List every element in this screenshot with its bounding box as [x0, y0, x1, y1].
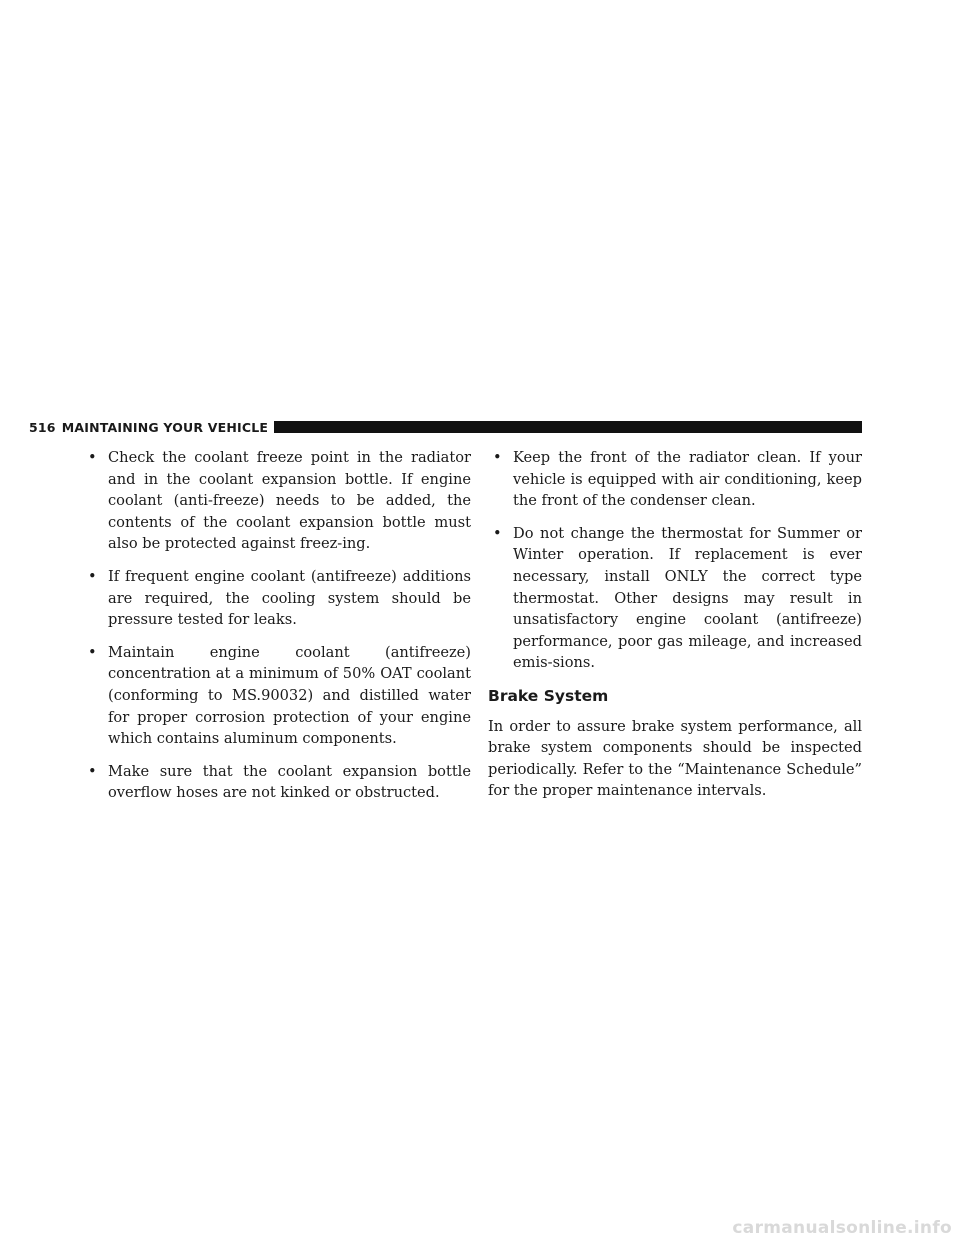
- bullet-text: Make sure that the coolant expansion bottle overflow hoses are not kinked or obstructed.: [108, 762, 471, 802]
- header-rule: [274, 421, 862, 433]
- bullet-icon: •: [493, 524, 502, 542]
- list-item: [488, 447, 862, 512]
- right-column: [488, 447, 862, 802]
- bullet-text: Keep the front of the radiator clean. If your vehicle is equipped with air conditioning, keep the front of the condenser clean.: [513, 449, 862, 510]
- watermark: carmanualsonline.info: [732, 1218, 952, 1238]
- list-item: [83, 447, 471, 555]
- bullet-text: Maintain engine coolant (antifreeze) concentration at a minimum of 50% OAT coolant (conforming to MS.90032) and distilled water for proper corrosion protection of your engine which contains aluminum components.: [108, 643, 471, 748]
- right-bullet-list: [488, 447, 862, 674]
- page-number: 516: [29, 419, 56, 435]
- list-item: [83, 761, 471, 804]
- list-item: [488, 523, 862, 674]
- left-bullet-list: [83, 447, 471, 804]
- list-item: [83, 566, 471, 631]
- bullet-icon: •: [88, 567, 97, 585]
- list-item: [83, 642, 471, 750]
- left-column: [83, 447, 471, 815]
- bullet-icon: •: [88, 449, 97, 466]
- page-header: [29, 418, 862, 436]
- bullet-text: If frequent engine coolant (antifreeze) additions are required, the cooling system should be pressure tested for leaks.: [108, 567, 471, 629]
- bullet-text: Do not change the thermostat for Summer or Winter operation. If replacement is ever necessary, install ONLY the correct type thermostat. Other designs may result in unsatisfactory engine coolant (antifreeze) performance, poor gas mileage, and increased emis-sions.: [513, 524, 862, 672]
- section-title: MAINTAINING YOUR VEHICLE: [61, 419, 269, 435]
- bullet-icon: •: [88, 643, 97, 661]
- bullet-icon: •: [88, 762, 97, 780]
- bullet-icon: •: [493, 449, 502, 466]
- brake-system-heading: Brake System: [488, 686, 609, 705]
- bullet-text: Check the coolant freeze point in the radiator and in the coolant expansion bottle. If engine coolant (anti-freeze) needs to be added, the contents of the coolant expansion bottle must also be protected against freez-ing.: [108, 449, 471, 553]
- brake-system-paragraph: In order to assure brake system performance, all brake system components should be inspected periodically. Refer to the “Maintenance Schedule” for the proper maintenance intervals.: [488, 717, 862, 800]
